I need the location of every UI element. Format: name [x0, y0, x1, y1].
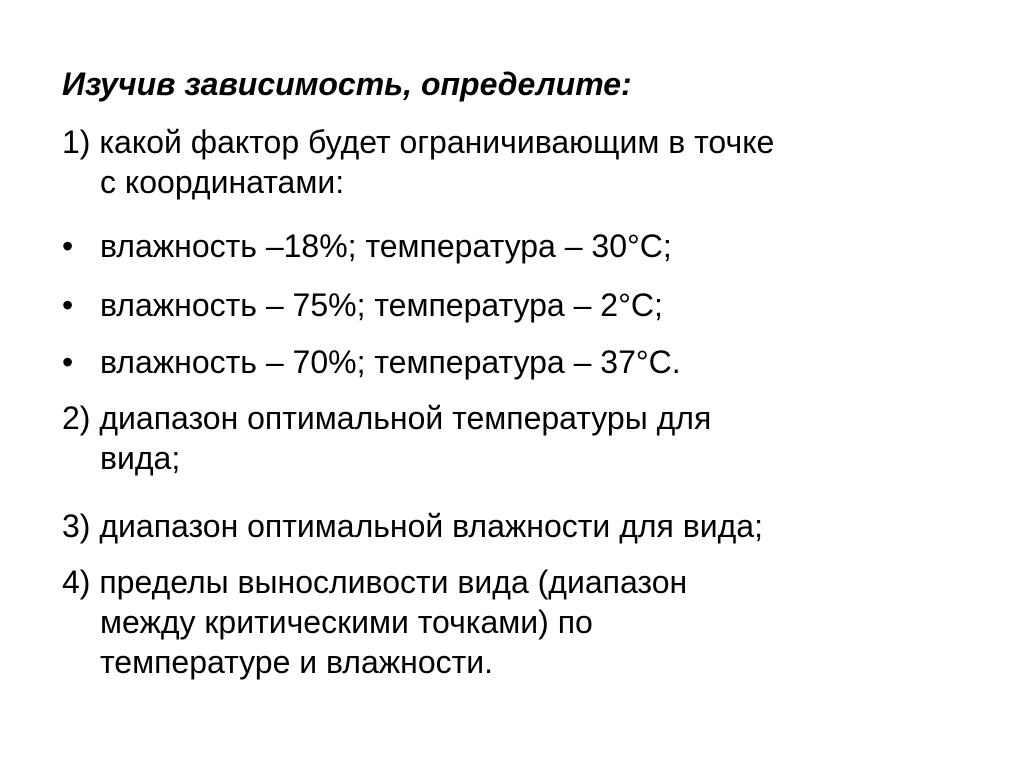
- bullet-mark: •: [62, 344, 74, 380]
- list-item-1-line-2: с координатами:: [100, 164, 345, 200]
- list-item-2: [62, 398, 711, 478]
- bullet-text-3: влажность – 70%; температура – 37°С.: [100, 344, 681, 380]
- list-item-2-line-1: 2) диапазон оптимальной температуры для: [62, 400, 712, 436]
- list-item-1: [62, 122, 774, 202]
- bullet-text-2: влажность – 75%; температура – 2°С;: [100, 287, 663, 323]
- list-item-4: [62, 562, 687, 682]
- bullet-mark: •: [62, 228, 74, 264]
- list-item-2-line-2: вида;: [100, 440, 181, 476]
- list-item-3: [62, 506, 763, 546]
- list-item-4-line-2: между критическими точками) по: [100, 604, 593, 640]
- slide-heading: Изучив зависимость, определите:: [62, 66, 632, 102]
- bullet-item-3: [62, 342, 962, 382]
- list-item-4-line-3: температуре и влажности.: [100, 644, 494, 680]
- bullet-text-1: влажность –18%; температура – 30°С;: [100, 228, 672, 264]
- bullet-mark: •: [62, 287, 74, 323]
- list-item-4-line-1: 4) пределы выносливости вида (диапазон: [62, 564, 688, 600]
- list-item-1-line-1: 1) какой фактор будет ограничивающим в точке: [62, 124, 775, 160]
- bullet-item-2: [62, 285, 962, 325]
- bullet-item-1: [62, 226, 962, 266]
- list-item-3-line-1: 3) диапазон оптимальной влажности для вида;: [62, 508, 763, 544]
